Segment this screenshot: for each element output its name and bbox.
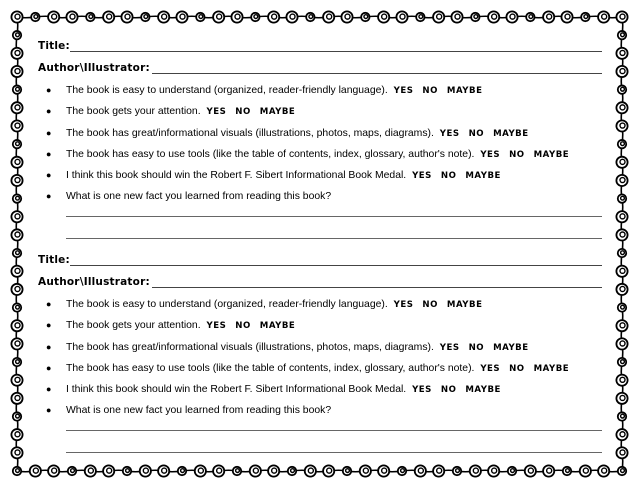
bullet-icon: ● xyxy=(46,85,52,95)
statement-item xyxy=(36,101,602,122)
border-circle-icon xyxy=(11,48,22,59)
statement-list xyxy=(36,80,602,208)
maybe-option[interactable]: MAYBE xyxy=(493,342,529,353)
statement-text: The book has great/informational visuals (illustrations, photos, maps, diagrams). xyxy=(66,341,434,353)
border-circle-icon xyxy=(176,11,187,22)
no-option[interactable]: NO xyxy=(468,128,485,139)
bullet-icon: ● xyxy=(46,148,52,159)
maybe-option[interactable]: MAYBE xyxy=(259,107,296,118)
statement-item xyxy=(36,80,602,101)
yes-option[interactable]: YES xyxy=(439,342,460,353)
author-illustrator-write-line[interactable] xyxy=(152,73,602,74)
title-field[interactable] xyxy=(36,250,602,272)
border-circle-icon xyxy=(616,229,627,240)
maybe-option[interactable]: MAYBE xyxy=(446,300,483,310)
border-circle-icon xyxy=(48,11,59,22)
statement-text: The book has easy to use tools (like the table of contents, index, glossary, author's note). xyxy=(66,148,475,160)
yes-option[interactable]: YES xyxy=(393,300,414,310)
statement-item xyxy=(36,144,602,165)
bullet-icon: ● xyxy=(46,191,52,202)
border-circle-icon xyxy=(616,157,627,168)
bullet-icon: ● xyxy=(46,320,52,331)
border-circle-icon xyxy=(396,11,407,22)
yes-option[interactable]: YES xyxy=(412,171,432,182)
statement-text: The book gets your attention. xyxy=(66,106,201,118)
border-circle-icon xyxy=(543,11,554,22)
border-circle-icon xyxy=(616,102,627,113)
border-circle-icon xyxy=(616,393,627,404)
statement-text: The book is easy to understand (organized, reader-friendly language). xyxy=(66,299,388,310)
answer-line[interactable] xyxy=(66,238,602,239)
border-circle-icon xyxy=(433,11,444,22)
border-circle-icon xyxy=(616,66,627,77)
border-circle-icon xyxy=(121,11,132,22)
book-review-form-2 xyxy=(36,250,602,472)
border-circle-icon xyxy=(11,211,22,222)
border-circle-icon xyxy=(11,447,22,458)
border-circle-icon xyxy=(616,48,627,59)
maybe-option[interactable]: MAYBE xyxy=(446,86,483,96)
yes-option[interactable]: YES xyxy=(206,107,227,118)
maybe-option[interactable]: MAYBE xyxy=(465,171,501,182)
no-option[interactable]: NO xyxy=(235,321,251,332)
border-circle-icon xyxy=(286,11,297,22)
author-illustrator-write-line[interactable] xyxy=(152,287,602,288)
bullet-icon: ● xyxy=(46,127,52,138)
author-illustrator-label: Author\Illustrator: xyxy=(38,276,150,288)
border-circle-icon xyxy=(616,284,627,295)
statement-list xyxy=(36,294,602,422)
border-circle-icon xyxy=(11,284,22,295)
statement-text: The book has great/informational visuals (illustrations, photos, maps, diagrams). xyxy=(66,127,434,139)
border-circle-icon xyxy=(213,11,224,22)
no-option[interactable]: NO xyxy=(440,385,457,396)
question-text: What is one new fact you learned from reading this book? xyxy=(66,405,332,417)
statement-text: I think this book should win the Robert F. Sibert Informational Book Medal. xyxy=(66,384,407,396)
no-option[interactable]: NO xyxy=(509,149,525,160)
statement-item xyxy=(36,379,602,400)
bullet-icon: ● xyxy=(46,299,52,309)
answer-line[interactable] xyxy=(66,430,602,431)
yes-option[interactable]: YES xyxy=(439,128,460,139)
border-circle-icon xyxy=(616,175,627,186)
yes-option[interactable]: YES xyxy=(480,149,501,160)
title-label: Title: xyxy=(38,254,70,266)
border-circle-icon xyxy=(158,11,169,22)
yes-option[interactable]: YES xyxy=(206,321,227,332)
maybe-option[interactable]: MAYBE xyxy=(493,128,529,139)
border-circle-icon xyxy=(488,11,499,22)
title-write-line[interactable] xyxy=(70,51,602,52)
border-circle-icon xyxy=(616,11,627,22)
maybe-option[interactable]: MAYBE xyxy=(259,321,296,332)
statement-text: The book is easy to understand (organized, reader-friendly language). xyxy=(66,85,388,96)
border-circle-icon xyxy=(561,11,572,22)
border-circle-icon xyxy=(11,338,22,349)
border-circle-icon xyxy=(11,320,22,331)
statement-item xyxy=(36,337,602,358)
maybe-option[interactable]: MAYBE xyxy=(465,385,501,396)
statement-item xyxy=(36,358,602,379)
border-circle-icon xyxy=(11,229,22,240)
no-option[interactable]: NO xyxy=(468,342,485,353)
maybe-option[interactable]: MAYBE xyxy=(533,363,570,374)
question-text: What is one new fact you learned from reading this book? xyxy=(66,191,332,203)
answer-line[interactable] xyxy=(66,216,602,217)
title-field[interactable] xyxy=(36,36,602,58)
question-item xyxy=(36,400,602,421)
border-circle-icon xyxy=(616,320,627,331)
bullet-icon: ● xyxy=(46,405,52,416)
yes-option[interactable]: YES xyxy=(412,385,432,396)
question-item xyxy=(36,186,602,207)
author-illustrator-field[interactable] xyxy=(36,58,602,80)
border-circle-icon xyxy=(11,102,22,113)
statement-text: I think this book should win the Robert F. Sibert Informational Book Medal. xyxy=(66,170,407,182)
no-option[interactable]: NO xyxy=(509,363,525,374)
answer-area[interactable] xyxy=(36,422,602,472)
bullet-icon: ● xyxy=(46,170,52,181)
border-circle-icon xyxy=(616,338,627,349)
author-illustrator-field[interactable] xyxy=(36,272,602,294)
border-circle-icon xyxy=(11,120,22,131)
border-circle-icon xyxy=(231,11,242,22)
border-circle-icon xyxy=(11,429,22,440)
border-circle-icon xyxy=(451,11,462,22)
statement-item xyxy=(36,294,602,315)
border-circle-icon xyxy=(616,429,627,440)
no-option[interactable]: NO xyxy=(440,171,457,182)
border-circle-icon xyxy=(66,11,77,22)
border-circle-icon xyxy=(616,120,627,131)
border-circle-icon xyxy=(506,11,517,22)
border-circle-icon xyxy=(268,11,279,22)
border-circle-icon xyxy=(103,11,114,22)
yes-option[interactable]: YES xyxy=(393,86,414,96)
border-circle-icon xyxy=(11,393,22,404)
border-circle-icon xyxy=(323,11,334,22)
border-circle-icon xyxy=(11,66,22,77)
border-circle-icon xyxy=(378,11,389,22)
border-circle-icon xyxy=(341,11,352,22)
title-write-line[interactable] xyxy=(70,265,602,266)
bullet-icon: ● xyxy=(46,362,52,373)
statement-text: The book gets your attention. xyxy=(66,320,201,332)
title-label: Title: xyxy=(38,40,70,52)
maybe-option[interactable]: MAYBE xyxy=(533,149,570,160)
statement-text: The book has easy to use tools (like the table of contents, index, glossary, author's note). xyxy=(66,362,475,374)
border-circle-icon xyxy=(598,11,609,22)
border-circle-icon xyxy=(11,11,22,22)
no-option[interactable]: NO xyxy=(422,86,438,96)
border-circle-icon xyxy=(11,266,22,277)
border-circle-icon xyxy=(11,175,22,186)
bullet-icon: ● xyxy=(46,341,52,352)
book-review-form-1 xyxy=(36,36,602,258)
bullet-icon: ● xyxy=(46,384,52,395)
border-circle-icon xyxy=(616,447,627,458)
statement-item xyxy=(36,123,602,144)
border-circle-icon xyxy=(11,157,22,168)
border-circle-icon xyxy=(616,211,627,222)
answer-line[interactable] xyxy=(66,452,602,453)
border-circle-icon xyxy=(616,375,627,386)
yes-option[interactable]: YES xyxy=(480,363,501,374)
bullet-icon: ● xyxy=(46,106,52,117)
statement-item xyxy=(36,165,602,186)
border-circle-icon xyxy=(616,266,627,277)
statement-item xyxy=(36,315,602,336)
author-illustrator-label: Author\Illustrator: xyxy=(38,62,150,74)
no-option[interactable]: NO xyxy=(235,107,251,118)
border-circle-icon xyxy=(11,375,22,386)
no-option[interactable]: NO xyxy=(422,300,438,310)
